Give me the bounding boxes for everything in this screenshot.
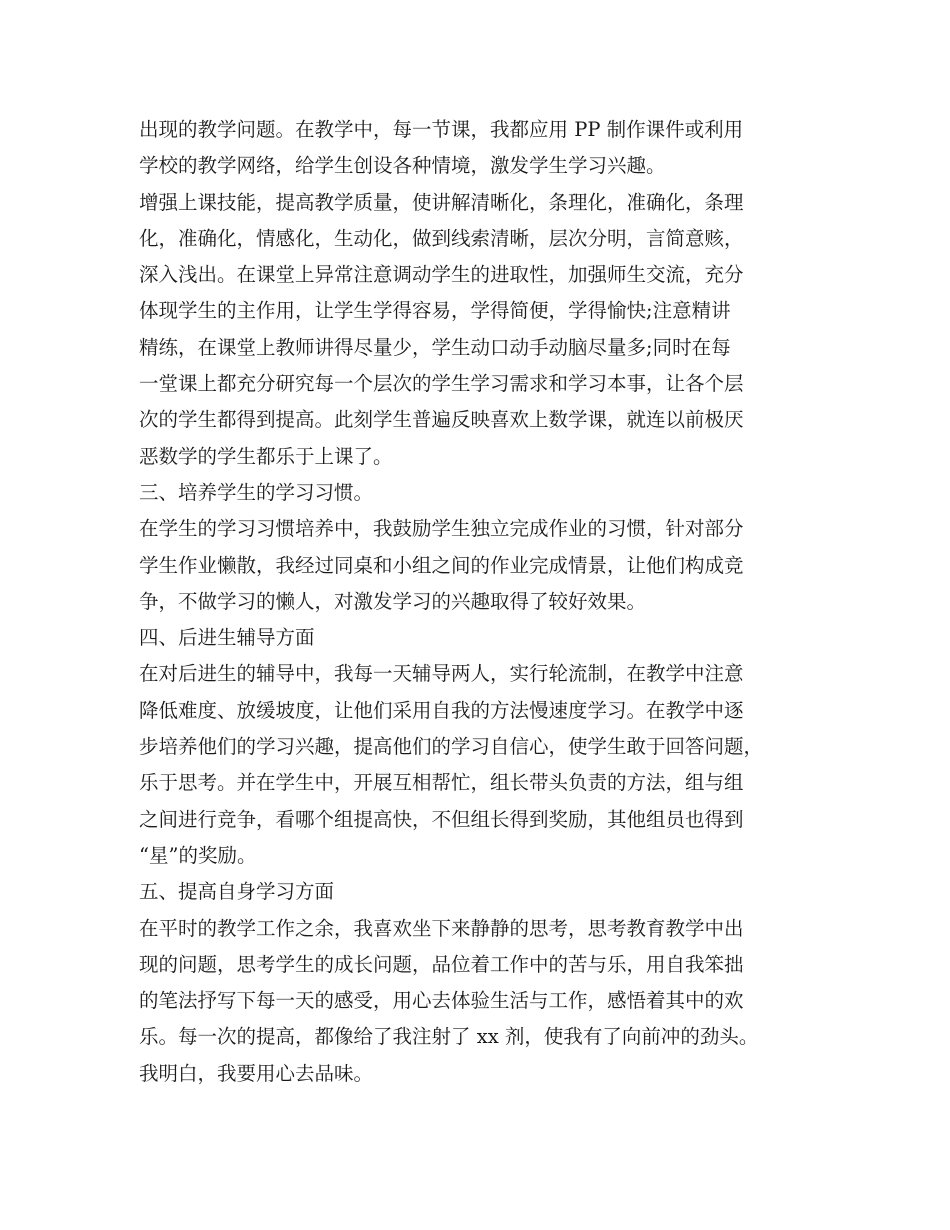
text-line: 体现学生的主作用，让学生学得容易，学得简便，学得愉快;注意精讲 — [139, 299, 731, 323]
text-line: 争，不做学习的懒人，对激发学习的兴趣取得了较好效果。 — [139, 589, 647, 613]
text-line: 深入浅出。在课堂上异常注意调动学生的进取性，加强师生交流，充分 — [139, 263, 744, 287]
text-line: 增强上课技能，提高教学质量，使讲解清晰化，条理化，准确化，条理 — [139, 190, 744, 214]
text-line: 一堂课上都充分研究每一个层次的学生学习需求和学习本事，让各个层 — [139, 372, 744, 396]
text-line: 现的问题，思考学生的成长问题，品位着工作中的苦与乐，用自我笨拙 — [139, 952, 744, 976]
text-line: 乐。每一次的提高，都像给了我注射了 xx 剂，使我有了向前冲的劲头。 — [139, 1025, 759, 1049]
text-line: 降低难度、放缓坡度，让他们采用自我的方法慢速度学习。在教学中逐 — [139, 698, 744, 722]
text-line: 步培养他们的学习兴趣，提高他们的学习自信心，使学生敢于回答问题， — [139, 735, 764, 759]
text-line: 之间进行竞争，看哪个组提高快，不但组长得到奖励，其他组员也得到 — [139, 807, 744, 831]
text-line: 出现的教学问题。在教学中，每一节课，我都应用 PP 制作课件或利用 — [139, 118, 744, 141]
section-heading: 四、后进生辅导方面 — [139, 626, 315, 650]
text-line: 学校的教学网络，给学生创设各种情境，激发学生学习兴趣。 — [139, 154, 666, 178]
section-heading: 五、提高自身学习方面 — [139, 880, 335, 904]
text-line: 次的学生都得到提高。此刻学生普遍反映喜欢上数学课，就连以前极厌 — [139, 408, 744, 432]
text-line: 乐于思考。并在学生中，开展互相帮忙，组长带头负责的方法，组与组 — [139, 771, 744, 795]
text-line: 学生作业懒散，我经过同桌和小组之间的作业完成情景，让他们构成竞 — [139, 553, 744, 577]
text-line: 化，准确化，情感化，生动化，做到线索清晰，层次分明，言简意赅， — [139, 226, 744, 250]
text-line: 在平时的教学工作之余，我喜欢坐下来静静的思考，思考教育教学中出 — [139, 916, 744, 940]
body-text — [139, 112, 829, 1092]
text-line: 在学生的学习习惯培养中，我鼓励学生独立完成作业的习惯，针对部分 — [139, 517, 744, 541]
text-line: 在对后进生的辅导中，我每一天辅导两人，实行轮流制，在教学中注意 — [139, 662, 744, 686]
text-line: “星”的奖励。 — [139, 843, 257, 867]
text-line: 恶数学的学生都乐于上课了。 — [139, 444, 393, 468]
section-heading: 三、培养学生的学习习惯。 — [139, 480, 374, 504]
text-line: 的笔法抒写下每一天的感受，用心去体验生活与工作，感悟着其中的欢 — [139, 989, 744, 1013]
text-line: 精练，在课堂上教师讲得尽量少，学生动口动手动脑尽量多;同时在每 — [139, 335, 731, 359]
text-line: 我明白，我要用心去品味。 — [139, 1061, 374, 1085]
